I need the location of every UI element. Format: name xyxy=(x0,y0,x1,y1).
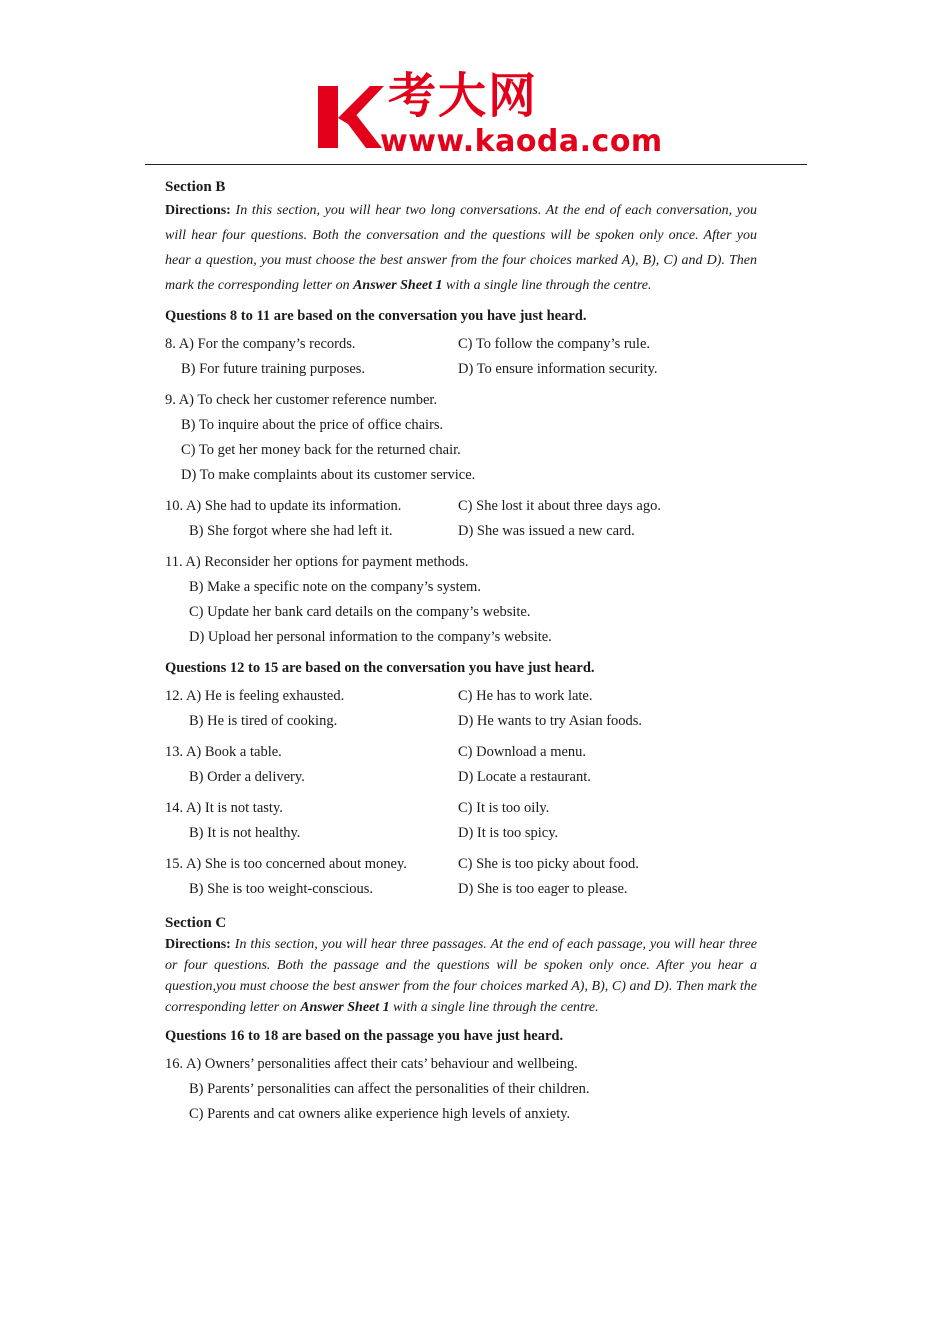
kaoda-logo-k-icon xyxy=(318,82,384,152)
section-c-title: Section C xyxy=(165,915,227,931)
option-b[interactable]: B) It is not healthy. xyxy=(189,825,301,841)
answer-sheet-ref: Answer Sheet 1 xyxy=(300,1000,390,1015)
directions-label: Directions: xyxy=(165,203,231,218)
option-c[interactable]: C) He has to work late. xyxy=(458,688,593,704)
logo-chinese-text: 考大网 xyxy=(388,68,539,124)
directions-label: Directions: xyxy=(165,937,231,952)
option-c[interactable]: C) Download a menu. xyxy=(458,744,587,760)
directions-text: In this section, you will hear two long conversations. At the end of each conversation, you will hear four questions. Both the conversation and the questions will be spoken only once. After you hear a question, you must choose the best answer from the four choices marked A), B), C) and D). Then mark the corresponding letter on xyxy=(165,203,757,293)
option-d[interactable]: D) Upload her personal information to the company’s website. xyxy=(189,629,552,645)
section-b-directions xyxy=(165,198,757,298)
option-a[interactable]: 14. A) It is not tasty. xyxy=(165,800,283,816)
directions-text-end: with a single line through the centre. xyxy=(442,278,652,293)
option-a[interactable]: 10. A) She had to update its information. xyxy=(165,498,402,514)
question-group-heading: Questions 8 to 11 are based on the conversation you have just heard. xyxy=(165,308,587,324)
option-b[interactable]: B) She forgot where she had left it. xyxy=(189,523,393,539)
exam-content xyxy=(165,176,757,1133)
option-b[interactable]: B) Parents’ personalities can affect the personalities of their children. xyxy=(189,1081,590,1097)
answer-sheet-ref: Answer Sheet 1 xyxy=(353,278,443,293)
question-14 xyxy=(165,796,757,846)
option-d[interactable]: D) It is too spicy. xyxy=(458,825,559,841)
option-d[interactable]: D) To ensure information security. xyxy=(458,361,658,377)
question-group-heading: Questions 16 to 18 are based on the passage you have just heard. xyxy=(165,1028,564,1044)
question-11 xyxy=(165,550,757,650)
option-a[interactable]: 13. A) Book a table. xyxy=(165,744,282,760)
option-b[interactable]: B) To inquire about the price of office chairs. xyxy=(181,417,444,433)
option-a[interactable]: 9. A) To check her customer reference number. xyxy=(165,392,438,408)
question-15 xyxy=(165,852,757,902)
page-header xyxy=(0,0,950,170)
question-10 xyxy=(165,494,757,544)
question-13 xyxy=(165,740,757,790)
option-b[interactable]: B) She is too weight-conscious. xyxy=(189,881,374,897)
option-d[interactable]: D) To make complaints about its customer service. xyxy=(181,467,476,483)
option-c[interactable]: C) She is too picky about food. xyxy=(458,856,639,872)
option-a[interactable]: 15. A) She is too concerned about money. xyxy=(165,856,407,872)
option-d[interactable]: D) He wants to try Asian foods. xyxy=(458,713,643,729)
option-b[interactable]: B) Order a delivery. xyxy=(189,769,305,785)
option-c[interactable]: C) To follow the company’s rule. xyxy=(458,336,651,352)
question-16 xyxy=(165,1052,757,1127)
directions-text: In this section, you will hear three passages. At the end of each passage, you will hear three or four questions. Both the passage and the questions will be spoken only once. After you hear a question,you must choose the best answer from the four choices marked A), B), C) and D). Then mark the corresponding letter on xyxy=(165,937,757,1015)
question-8 xyxy=(165,332,757,382)
option-b[interactable]: B) He is tired of cooking. xyxy=(189,713,338,729)
option-d[interactable]: D) Locate a restaurant. xyxy=(458,769,591,785)
option-c[interactable]: C) It is too oily. xyxy=(458,800,550,816)
option-d[interactable]: D) She is too eager to please. xyxy=(458,881,628,897)
directions-text-end: with a single line through the centre. xyxy=(389,1000,599,1015)
header-divider xyxy=(145,164,807,165)
option-d[interactable]: D) She was issued a new card. xyxy=(458,523,635,539)
option-a[interactable]: 8. A) For the company’s records. xyxy=(165,336,356,352)
question-9 xyxy=(165,388,757,488)
option-b[interactable]: B) Make a specific note on the company’s system. xyxy=(189,579,481,595)
section-b-title: Section B xyxy=(165,179,226,195)
option-a[interactable]: 11. A) Reconsider her options for payment methods. xyxy=(165,554,469,570)
option-c[interactable]: C) Update her bank card details on the company’s website. xyxy=(189,604,531,620)
option-b[interactable]: B) For future training purposes. xyxy=(181,361,366,377)
logo-url-link[interactable]: www.kaoda.com xyxy=(380,124,663,159)
question-group-heading: Questions 12 to 15 are based on the conversation you have just heard. xyxy=(165,660,595,676)
option-a[interactable]: 16. A) Owners’ personalities affect their cats’ behaviour and wellbeing. xyxy=(165,1056,578,1072)
section-c-directions xyxy=(165,934,757,1018)
option-c[interactable]: C) Parents and cat owners alike experience high levels of anxiety. xyxy=(189,1106,571,1122)
question-12 xyxy=(165,684,757,734)
option-c[interactable]: C) She lost it about three days ago. xyxy=(458,498,661,514)
option-a[interactable]: 12. A) He is feeling exhausted. xyxy=(165,688,345,704)
option-c[interactable]: C) To get her money back for the returned chair. xyxy=(181,442,461,458)
